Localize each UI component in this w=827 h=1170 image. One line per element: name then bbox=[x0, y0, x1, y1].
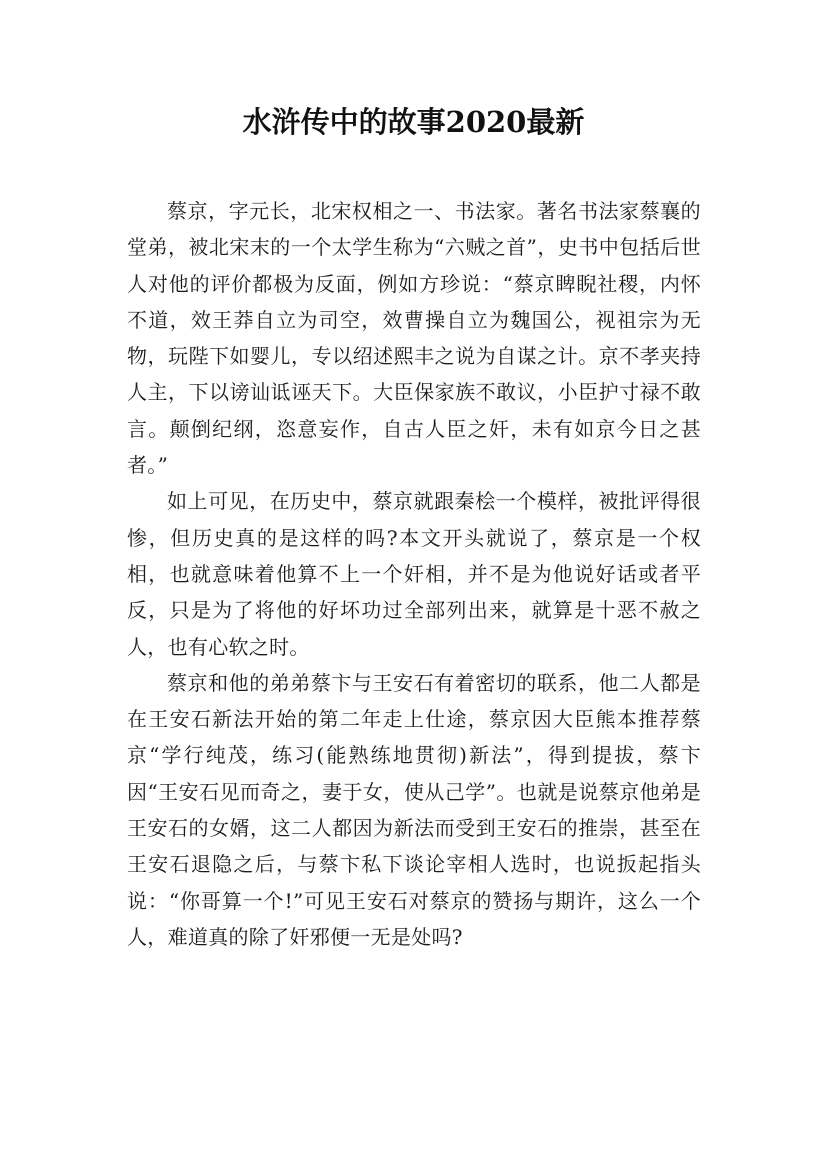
paragraph-1: 蔡京，字元长，北宋权相之一、书法家。著名书法家蔡襄的堂弟，被北宋末的一个太学生称为“六贼之首”，史书中包括后世人对他的评价都极为反面，例如方珍说：“蔡京睥睨社稷，内怀不道，效王莽自立为司空，效曹操自立为魏国公，视祖宗为无物，玩陛下如婴儿，专以绍述熙丰之说为自谋之计。京不孝夹持人主，下以谤讪诋诬天下。大臣保家族不敢议，小臣护寸禄不敢言。颠倒纪纲，恣意妄作，自古人臣之奸，未有如京今日之甚者。” bbox=[127, 199, 701, 478]
paragraph-2: 如上可见，在历史中，蔡京就跟秦桧一个模样，被批评得很惨，但历史真的是这样的吗?本文开头就说了，蔡京是一个权相，也就意味着他算不上一个奸相，并不是为他说好话或者平反，只是为了将他的好坏功过全部列出来，就算是十恶不赦之人，也有心软之时。 bbox=[127, 489, 701, 659]
document-body bbox=[127, 193, 701, 955]
document-title: 水浒传中的故事2020最新 bbox=[242, 105, 585, 139]
paragraph-3: 蔡京和他的弟弟蔡卞与王安石有着密切的联系，他二人都是在王安石新法开始的第二年走上仕途，蔡京因大臣熊本推荐蔡京“学行纯茂，练习(能熟练地贯彻)新法”，得到提拔，蔡卞因“王安石见而奇之，妻于女，使从己学”。也就是说蔡京他弟是王安石的女婿，这二人都因为新法而受到王安石的推崇，甚至在王安石退隐之后，与蔡卞私下谈论宰相人选时，也说扳起指头说：“你哥算一个!”可见王安石对蔡京的赞扬与期许，这么一个人，难道真的除了奸邪便一无是处吗? bbox=[127, 670, 701, 949]
